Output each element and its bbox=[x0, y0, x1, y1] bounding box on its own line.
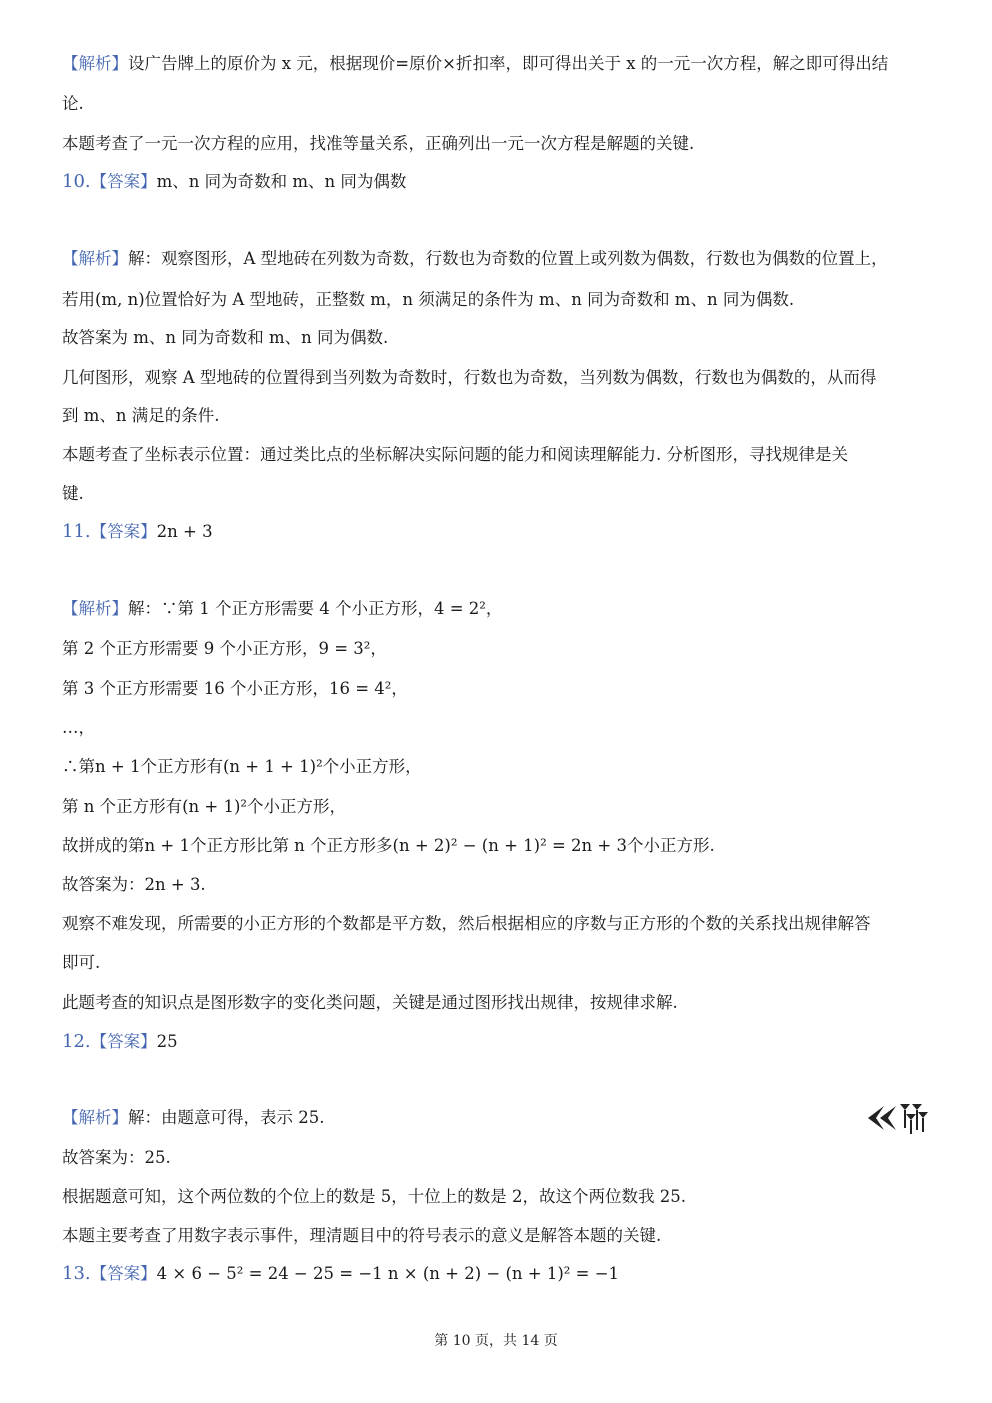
text-line bbox=[62, 912, 932, 936]
line-text: 第 3 个正方形需要 16 个小正方形，16 = 4²， bbox=[62, 679, 408, 698]
question-number: 12. bbox=[62, 1031, 91, 1052]
line-text: 25 bbox=[156, 1032, 178, 1051]
text-line bbox=[62, 404, 932, 428]
line-text: 2n + 3 bbox=[156, 522, 213, 541]
text-line bbox=[62, 716, 932, 740]
analysis-tag: 【解析】 bbox=[62, 249, 128, 268]
text-line bbox=[62, 326, 932, 350]
line-text: …， bbox=[62, 718, 95, 737]
line-text: 第 2 个正方形需要 9 个小正方形，9 = 3²， bbox=[62, 639, 387, 658]
line-text: 设广告牌上的原价为 x 元，根据现价=原价×折扣率，即可得出关于 x 的一元一次方程，解之即可得出结 bbox=[128, 54, 889, 73]
text-line bbox=[62, 991, 932, 1015]
line-text: 故拼成的第n + 1个正方形比第 n 个正方形多(n + 2)² − (n + 1)² = 2n + 3个小正方形. bbox=[62, 836, 715, 855]
line-text: 故答案为：2n + 3. bbox=[62, 875, 206, 894]
text-line bbox=[62, 443, 932, 467]
analysis-tag: 【解析】 bbox=[62, 599, 128, 618]
line-text: 故答案为 m、n 同为奇数和 m、n 同为偶数. bbox=[62, 328, 389, 347]
line-text: 若用(m, n)位置恰好为 A 型地砖，正整数 m，n 须满足的条件为 m、n 同为奇数和 m、n 同为偶数. bbox=[62, 290, 795, 309]
line-text: 解：∵第 1 个正方形需要 4 个小正方形，4 = 2²， bbox=[128, 599, 503, 618]
analysis-line bbox=[62, 1106, 932, 1130]
line-text: 故答案为：25. bbox=[62, 1148, 171, 1167]
question-number: 10. bbox=[62, 171, 91, 192]
text-line bbox=[62, 873, 932, 897]
answer-tag: 【答案】 bbox=[90, 1032, 157, 1051]
text-line bbox=[62, 1146, 932, 1170]
line-text: 4 × 6 − 5² = 24 − 25 = −1 n × (n + 2) − (n + 1)² = −1 bbox=[156, 1264, 620, 1283]
text-line bbox=[62, 1185, 932, 1209]
answer-line bbox=[62, 1030, 932, 1054]
line-text: 本题考查了一元一次方程的应用，找准等量关系，正确列出一元一次方程是解题的关键. bbox=[62, 134, 695, 153]
text-line bbox=[62, 677, 932, 701]
answer-tag: 【答案】 bbox=[90, 522, 157, 541]
text-line bbox=[62, 951, 932, 975]
text-line bbox=[62, 637, 932, 661]
text-line bbox=[62, 795, 932, 819]
line-text: ∴第n + 1个正方形有(n + 1 + 1)²个小正方形， bbox=[62, 757, 422, 776]
text-line bbox=[62, 92, 932, 116]
text-line bbox=[62, 288, 932, 312]
answer-line bbox=[62, 1262, 932, 1286]
question-number: 13. bbox=[62, 1263, 91, 1284]
line-text: m、n 同为奇数和 m、n 同为偶数 bbox=[156, 172, 407, 191]
answer-line bbox=[62, 170, 932, 194]
analysis-line bbox=[62, 52, 932, 76]
line-text: 此题考查的知识点是图形数字的变化类问题，关键是通过图形找出规律，按规律求解. bbox=[62, 993, 678, 1012]
analysis-line bbox=[62, 597, 932, 621]
line-text: 到 m、n 满足的条件. bbox=[62, 406, 220, 425]
line-text: 本题主要考查了用数字表示事件，理清题目中的符号表示的意义是解答本题的关键. bbox=[62, 1226, 662, 1245]
text-line bbox=[62, 132, 932, 156]
answer-tag: 【答案】 bbox=[90, 172, 157, 191]
page-footer: 第 10 页，共 14 页 bbox=[434, 1333, 558, 1349]
line-text: 解：观察图形，A 型地砖在列数为奇数，行数也为奇数的位置上或列数为偶数，行数也为偶数的位置上， bbox=[128, 249, 888, 268]
text-line bbox=[62, 482, 932, 506]
analysis-line bbox=[62, 247, 932, 271]
analysis-tag: 【解析】 bbox=[62, 54, 128, 73]
line-text: 根据题意可知，这个两位数的个位上的数是 5，十位上的数是 2，故这个两位数我 25. bbox=[62, 1187, 686, 1206]
text-line bbox=[62, 1224, 932, 1248]
cuneiform-numeral-25-icon bbox=[866, 1100, 930, 1136]
line-text: 几何图形，观察 A 型地砖的位置得到当列数为奇数时，行数也为奇数，当列数为偶数，行数也为偶数的，从而得 bbox=[62, 368, 877, 387]
answer-line bbox=[62, 520, 932, 544]
line-text: 论. bbox=[62, 94, 84, 113]
analysis-tag: 【解析】 bbox=[62, 1108, 128, 1127]
text-line bbox=[62, 834, 932, 858]
line-text: 第 n 个正方形有(n + 1)²个小正方形， bbox=[62, 797, 347, 816]
line-text: 解：由题意可得，表示 25. bbox=[128, 1108, 325, 1127]
answer-tag: 【答案】 bbox=[90, 1264, 157, 1283]
line-text: 键. bbox=[62, 484, 84, 503]
text-line bbox=[62, 366, 932, 390]
line-text: 本题考查了坐标表示位置：通过类比点的坐标解决实际问题的能力和阅读理解能力. 分析图形，寻找规律是关 bbox=[62, 445, 848, 464]
text-line bbox=[62, 755, 932, 779]
question-number: 11. bbox=[62, 521, 91, 542]
line-text: 即可. bbox=[62, 953, 101, 972]
line-text: 观察不难发现，所需要的小正方形的个数都是平方数，然后根据相应的序数与正方形的个数的关系找出规律解答 bbox=[62, 914, 871, 933]
